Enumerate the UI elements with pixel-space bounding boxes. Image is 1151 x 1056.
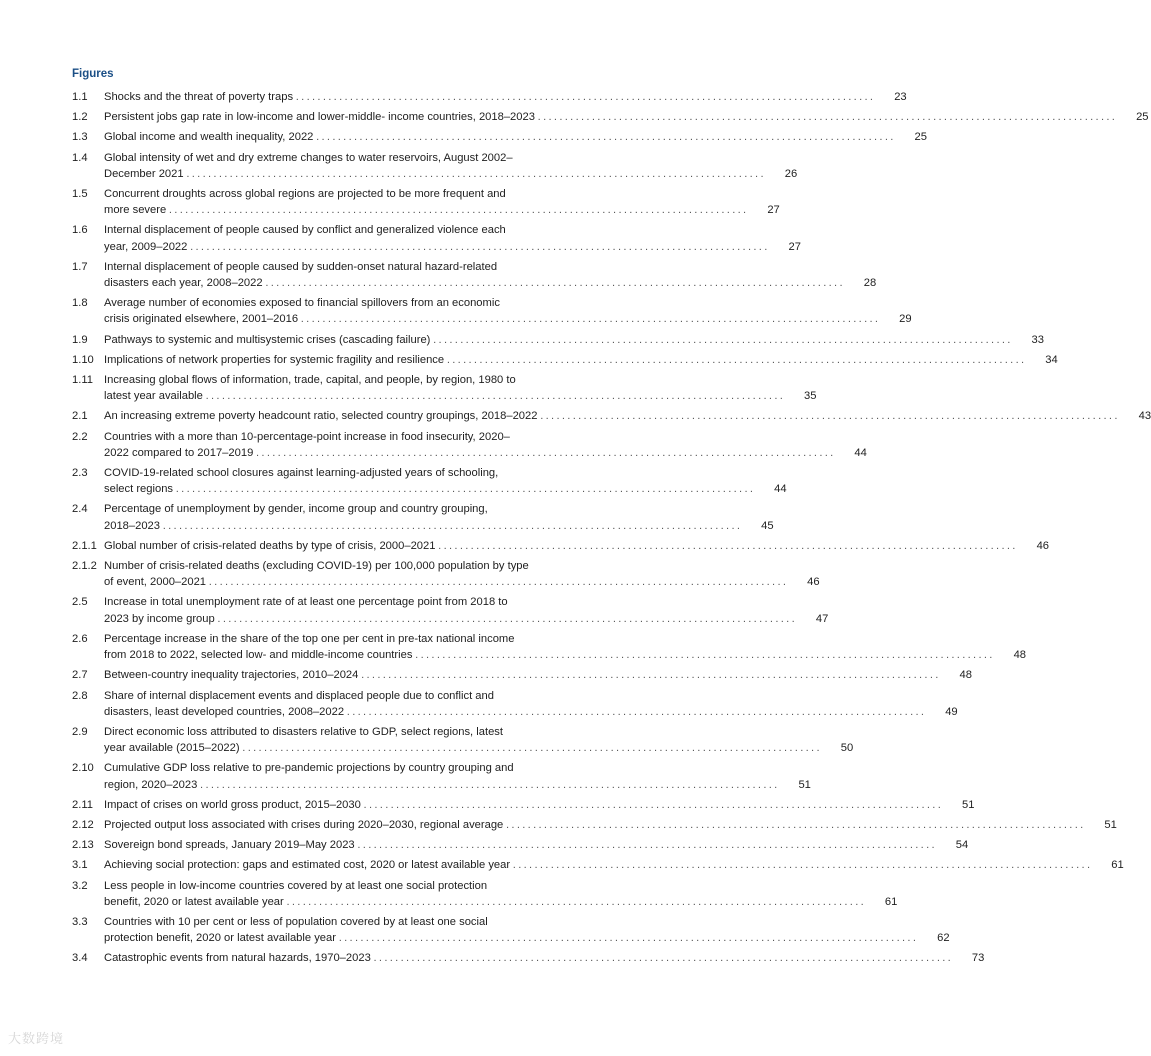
- figure-title: [104, 594, 794, 626]
- dot-leader: . . . . . . . . . . . . . . . . . . . . . . . . . . . . . . . . . . . . . . . . . . . . . . . . . . . . . . . . . . . . . . . . . . . . . . . . . . . . . . . . . . . . . . . . . . . . . . . . . . . . . . . . . . .: [202, 390, 783, 403]
- figure-number: 1.7: [72, 260, 88, 273]
- figure-number: 1.2: [72, 111, 88, 124]
- figure-title-line: Persistent jobs gap rate in low-income and lower-middle- income countries, 2018–2023 . . . . . . . . . . . . . . . . . . . . . . . . . . . . . . . . . . . . . . . . . . . . . . . . . . . . . . . . . . . . . . . . . . . . . . . . . . . . . . . . . . . . . . . . . . . . . . . . . . . . . . . . . . .: [104, 111, 1115, 124]
- figure-title: [104, 914, 916, 946]
- figure-title-line: An increasing extreme poverty headcount ratio, selected country groupings, 2018–2022 . . . . . . . . . . . . . . . . . . . . . . . . . . . . . . . . . . . . . . . . . . . . . . . . . . . . . . . . . . . . . . . . . . . . . . . . . . . . . . . . . . . . . . . . . . . . . . . . . . . . . . . . . . .: [104, 410, 1118, 423]
- dot-leader: . . . . . . . . . . . . . . . . . . . . . . . . . . . . . . . . . . . . . . . . . . . . . . . . . . . . . . . . . . . . . . . . . . . . . . . . . . . . . . . . . . . . . . . . . . . . . . . . . . . . . . . . . . .: [173, 483, 753, 496]
- figure-entry[interactable]: [72, 558, 820, 590]
- page-number: 33: [1031, 333, 1044, 346]
- figure-title-line: Between-country inequality trajectories, 2010–2024 . . . . . . . . . . . . . . . . . . . . . . . . . . . . . . . . . . . . . . . . . . . . . . . . . . . . . . . . . . . . . . . . . . . . . . . . . . . . . . . . . . . . . . . . . . . . . . . . . . . . . . . . . . .: [104, 669, 938, 682]
- figure-number: 2.10: [72, 762, 94, 775]
- figure-title-line: protection benefit, 2020 or latest available year . . . . . . . . . . . . . . . . . . . . . . . . . . . . . . . . . . . . . . . . . . . . . . . . . . . . . . . . . . . . . . . . . . . . . . . . . . . . . . . . . . . . . . . . . . . . . . . . . . . . . . . . . . .: [104, 932, 916, 945]
- page-number: 28: [863, 277, 877, 290]
- figure-title-line: Percentage increase in the share of the top one per cent in pre-tax national income: [104, 632, 515, 645]
- page-number: 61: [884, 895, 898, 908]
- figure-title: [104, 837, 934, 853]
- figure-number: 1.10: [72, 353, 94, 366]
- figure-number: 2.1: [72, 410, 88, 423]
- page-number: 51: [798, 778, 811, 791]
- figure-title: [104, 429, 833, 461]
- dot-leader: . . . . . . . . . . . . . . . . . . . . . . . . . . . . . . . . . . . . . . . . . . . . . . . . . . . . . . . . . . . . . . . . . . . . . . . . . . . . . . . . . . . . . . . . . . . . . . . . . . . . . . . . . . .: [412, 649, 993, 662]
- figure-title-line: benefit, 2020 or latest available year . . . . . . . . . . . . . . . . . . . . . . . . . . . . . . . . . . . . . . . . . . . . . . . . . . . . . . . . . . . . . . . . . . . . . . . . . . . . . . . . . . . . . . . . . . . . . . . . . . . . . . . . . . .: [104, 895, 864, 908]
- figure-number: 3.1: [72, 859, 88, 872]
- dot-leader: . . . . . . . . . . . . . . . . . . . . . . . . . . . . . . . . . . . . . . . . . . . . . . . . . . . . . . . . . . . . . . . . . . . . . . . . . . . . . . . . . . . . . . . . . . . . . . . . . . . . . . . . . . .: [262, 277, 843, 290]
- figure-number: 2.4: [72, 503, 88, 516]
- figure-entry[interactable]: [72, 295, 912, 327]
- figure-entry[interactable]: [72, 594, 829, 626]
- figure-title: [104, 797, 940, 813]
- figure-entry[interactable]: [72, 760, 811, 792]
- figure-title-line: Impact of crises on world gross product, 2015–2030 . . . . . . . . . . . . . . . . . . . . . . . . . . . . . . . . . . . . . . . . . . . . . . . . . . . . . . . . . . . . . . . . . . . . . . . . . . . . . . . . . . . . . . . . . . . . . . . . . . . . . . . . . . .: [104, 798, 941, 811]
- figure-title: [104, 408, 1117, 424]
- figure-title-line: year available (2015–2022) . . . . . . . . . . . . . . . . . . . . . . . . . . . . . . . . . . . . . . . . . . . . . . . . . . . . . . . . . . . . . . . . . . . . . . . . . . . . . . . . . . . . . . . . . . . . . . . . . . . . . . . . . . .: [104, 742, 820, 755]
- figure-number: 2.7: [72, 669, 88, 682]
- page-number: 27: [788, 240, 801, 253]
- figure-title-line: of event, 2000–2021 . . . . . . . . . . . . . . . . . . . . . . . . . . . . . . . . . . . . . . . . . . . . . . . . . . . . . . . . . . . . . . . . . . . . . . . . . . . . . . . . . . . . . . . . . . . . . . . . . . . . . . . . . . .: [104, 576, 786, 589]
- page-number: 25: [914, 131, 927, 144]
- figure-title-line: disasters, least developed countries, 2008–2022 . . . . . . . . . . . . . . . . . . . . . . . . . . . . . . . . . . . . . . . . . . . . . . . . . . . . . . . . . . . . . . . . . . . . . . . . . . . . . . . . . . . . . . . . . . . . . . . . . . . . . . . . . . .: [104, 705, 924, 718]
- figure-number: 1.6: [72, 224, 88, 237]
- table-of-figures: [72, 66, 1151, 971]
- figure-number: 3.3: [72, 915, 88, 928]
- page-number: 34: [1045, 353, 1058, 366]
- figure-title: [104, 259, 842, 291]
- figure-entry[interactable]: [72, 129, 927, 145]
- dot-leader: . . . . . . . . . . . . . . . . . . . . . . . . . . . . . . . . . . . . . . . . . . . . . . . . . . . . . . . . . . . . . . . . . . . . . . . . . . . . . . . . . . . . . . . . . . . . . . . . . . . . . . . . . . .: [298, 313, 878, 326]
- page-number: 48: [959, 669, 972, 682]
- dot-leader: . . . . . . . . . . . . . . . . . . . . . . . . . . . . . . . . . . . . . . . . . . . . . . . . . . . . . . . . . . . . . . . . . . . . . . . . . . . . . . . . . . . . . . . . . . . . . . . . . . . . . . . . . . .: [360, 798, 941, 811]
- figure-title-line: Average number of economies exposed to financial spillovers from an economic: [104, 297, 500, 310]
- figure-title-line: Global income and wealth inequality, 2022 . . . . . . . . . . . . . . . . . . . . . . . . . . . . . . . . . . . . . . . . . . . . . . . . . . . . . . . . . . . . . . . . . . . . . . . . . . . . . . . . . . . . . . . . . . . . . . . . . . . . . . . . . . .: [104, 131, 893, 144]
- figure-title-line: Pathways to systemic and multisystemic crises (cascading failure) . . . . . . . . . . . . . . . . . . . . . . . . . . . . . . . . . . . . . . . . . . . . . . . . . . . . . . . . . . . . . . . . . . . . . . . . . . . . . . . . . . . . . . . . . . . . . . . . . . . . . . . . . . .: [104, 333, 1010, 346]
- dot-leader: . . . . . . . . . . . . . . . . . . . . . . . . . . . . . . . . . . . . . . . . . . . . . . . . . . . . . . . . . . . . . . . . . . . . . . . . . . . . . . . . . . . . . . . . . . . . . . . . . . . . . . . . . . .: [370, 952, 951, 965]
- figure-title-line: Cumulative GDP loss relative to pre-pandemic projections by country grouping and: [104, 762, 514, 775]
- page-number: 35: [804, 390, 817, 403]
- dot-leader: . . . . . . . . . . . . . . . . . . . . . . . . . . . . . . . . . . . . . . . . . . . . . . . . . . . . . . . . . . . . . . . . . . . . . . . . . . . . . . . . . . . . . . . . . . . . . . . . . . . . . . . . . . .: [160, 519, 740, 532]
- figure-title: [104, 950, 950, 966]
- dot-leader: . . . . . . . . . . . . . . . . . . . . . . . . . . . . . . . . . . . . . . . . . . . . . . . . . . . . . . . . . . . . . . . . . . . . . . . . . . . . . . . . . . . . . . . . . . . . . . . . . . . . . . . . . . .: [313, 131, 893, 144]
- figure-number: 1.9: [72, 333, 88, 346]
- figure-title-line: Direct economic loss attributed to disasters relative to GDP, select regions, latest: [104, 725, 503, 738]
- figure-entry[interactable]: [72, 631, 1027, 663]
- page-number: 54: [955, 839, 969, 852]
- page-number: 50: [840, 742, 854, 755]
- figure-number: 1.5: [72, 188, 88, 201]
- figure-entry[interactable]: [72, 332, 1044, 348]
- figure-entry[interactable]: [72, 222, 801, 254]
- figure-number: 2.6: [72, 632, 88, 645]
- figure-entry[interactable]: [72, 538, 1050, 554]
- figure-title: [104, 222, 767, 254]
- dot-leader: . . . . . . . . . . . . . . . . . . . . . . . . . . . . . . . . . . . . . . . . . . . . . . . . . . . . . . . . . . . . . . . . . . . . . . . . . . . . . . . . . . . . . . . . . . . . . . . . . . . . . . . . . . .: [253, 446, 833, 459]
- figure-title-line: 2018–2023 . . . . . . . . . . . . . . . . . . . . . . . . . . . . . . . . . . . . . . . . . . . . . . . . . . . . . . . . . . . . . . . . . . . . . . . . . . . . . . . . . . . . . . . . . . . . . . . . . . . . . . . . . . .: [104, 519, 740, 532]
- dot-leader: . . . . . . . . . . . . . . . . . . . . . . . . . . . . . . . . . . . . . . . . . . . . . . . . . . . . . . . . . . . . . . . . . . . . . . . . . . . . . . . . . . . . . . . . . . . . . . . . . . . . . . . . . . .: [293, 91, 873, 103]
- figure-title-line: December 2021 . . . . . . . . . . . . . . . . . . . . . . . . . . . . . . . . . . . . . . . . . . . . . . . . . . . . . . . . . . . . . . . . . . . . . . . . . . . . . . . . . . . . . . . . . . . . . . . . . . . . . . . . . . .: [104, 167, 764, 180]
- page-number: 46: [807, 576, 820, 589]
- dot-leader: . . . . . . . . . . . . . . . . . . . . . . . . . . . . . . . . . . . . . . . . . . . . . . . . . . . . . . . . . . . . . . . . . . . . . . . . . . . . . . . . . . . . . . . . . . . . . . . . . . . . . . . . . . .: [335, 932, 916, 945]
- figure-title-line: Internal displacement of people caused by sudden-onset natural hazard-related: [104, 260, 498, 273]
- figure-title: [104, 465, 753, 497]
- figure-number: 2.8: [72, 689, 88, 702]
- figure-title-line: Concurrent droughts across global regions are projected to be more frequent and: [104, 188, 506, 201]
- figure-entry[interactable]: [72, 372, 817, 404]
- page-number: 49: [945, 705, 958, 718]
- figure-title-line: more severe . . . . . . . . . . . . . . . . . . . . . . . . . . . . . . . . . . . . . . . . . . . . . . . . . . . . . . . . . . . . . . . . . . . . . . . . . . . . . . . . . . . . . . . . . . . . . . . . . . . . . . . . . . .: [104, 204, 746, 217]
- figure-number: 2.13: [72, 839, 94, 852]
- figure-entry[interactable]: [72, 186, 780, 218]
- figure-entry[interactable]: [72, 914, 950, 946]
- figure-title-line: COVID-19-related school closures against learning-adjusted years of schooling,: [104, 467, 499, 480]
- figure-entry[interactable]: [72, 259, 877, 291]
- figure-title-line: Less people in low-income countries covered by at least one social protection: [104, 879, 488, 892]
- figure-title-line: Shocks and the threat of poverty traps . . . . . . . . . . . . . . . . . . . . . . . . . . . . . . . . . . . . . . . . . . . . . . . . . . . . . . . . . . . . . . . . . . . . . . . . . . . . . . . . . . . . . . . . . . . . . . . . . . . . . . . . . . .: [104, 91, 873, 103]
- figure-title-line: crisis originated elsewhere, 2001–2016 . . . . . . . . . . . . . . . . . . . . . . . . . . . . . . . . . . . . . . . . . . . . . . . . . . . . . . . . . . . . . . . . . . . . . . . . . . . . . . . . . . . . . . . . . . . . . . . . . . . . . . . . . . .: [104, 313, 878, 326]
- figure-title-line: Share of internal displacement events and displaced people due to conflict and: [104, 689, 494, 702]
- page-number: 25: [1136, 111, 1149, 124]
- dot-leader: . . . . . . . . . . . . . . . . . . . . . . . . . . . . . . . . . . . . . . . . . . . . . . . . . . . . . . . . . . . . . . . . . . . . . . . . . . . . . . . . . . . . . . . . . . . . . . . . . . . . . . . . . . .: [166, 204, 746, 217]
- figure-number: 1.1: [72, 91, 88, 103]
- figure-number: 2.3: [72, 467, 88, 480]
- figure-entry[interactable]: [72, 817, 1117, 833]
- dot-leader: . . . . . . . . . . . . . . . . . . . . . . . . . . . . . . . . . . . . . . . . . . . . . . . . . . . . . . . . . . . . . . . . . . . . . . . . . . . . . . . . . . . . . . . . . . . . . . . . . . . . . . . . . . .: [183, 167, 764, 180]
- dot-leader: . . . . . . . . . . . . . . . . . . . . . . . . . . . . . . . . . . . . . . . . . . . . . . . . . . . . . . . . . . . . . . . . . . . . . . . . . . . . . . . . . . . . . . . . . . . . . . . . . . . . . . . . . . .: [444, 353, 1024, 366]
- figure-number: 2.12: [72, 818, 94, 831]
- figure-list: [72, 89, 1151, 967]
- figure-number: 1.3: [72, 131, 88, 144]
- figure-title-line: Global number of crisis-related deaths by type of crisis, 2000–2021 . . . . . . . . . . . . . . . . . . . . . . . . . . . . . . . . . . . . . . . . . . . . . . . . . . . . . . . . . . . . . . . . . . . . . . . . . . . . . . . . . . . . . . . . . . . . . . . . . . . . . . . . . . .: [104, 539, 1016, 552]
- figure-number: 2.1.2: [72, 560, 97, 573]
- figure-entry[interactable]: [72, 950, 985, 966]
- figure-title-line: Implications of network properties for systemic fragility and resilience . . . . . . . . . . . . . . . . . . . . . . . . . . . . . . . . . . . . . . . . . . . . . . . . . . . . . . . . . . . . . . . . . . . . . . . . . . . . . . . . . . . . . . . . . . . . . . . . . . . . . . . . . . .: [104, 353, 1024, 366]
- figure-number: 2.1.1: [72, 539, 97, 552]
- figure-entry[interactable]: [72, 724, 854, 756]
- figure-title: [104, 688, 924, 720]
- figure-title: [104, 352, 1024, 368]
- figure-entry[interactable]: [72, 797, 975, 813]
- figure-entry[interactable]: [72, 109, 1149, 125]
- figure-entry[interactable]: [72, 837, 969, 853]
- figure-entry[interactable]: [72, 501, 774, 533]
- figure-entry[interactable]: [72, 857, 1124, 873]
- figure-title-line: Internal displacement of people caused by conflict and generalized violence each: [104, 224, 506, 237]
- figure-title: [104, 558, 786, 590]
- dot-leader: . . . . . . . . . . . . . . . . . . . . . . . . . . . . . . . . . . . . . . . . . . . . . . . . . . . . . . . . . . . . . . . . . . . . . . . . . . . . . . . . . . . . . . . . . . . . . . . . . . . . . . . . . . .: [435, 539, 1016, 552]
- page-number: 47: [815, 612, 829, 625]
- figure-title: [104, 667, 938, 683]
- page-number: 45: [761, 519, 774, 532]
- section-heading: Figures: [72, 68, 114, 80]
- page-number: 26: [784, 167, 798, 180]
- figure-title-line: from 2018 to 2022, selected low- and middle-income countries . . . . . . . . . . . . . . . . . . . . . . . . . . . . . . . . . . . . . . . . . . . . . . . . . . . . . . . . . . . . . . . . . . . . . . . . . . . . . . . . . . . . . . . . . . . . . . . . . . . . . . . . . . .: [104, 649, 993, 662]
- page-number: 51: [961, 798, 975, 811]
- page-number: 23: [894, 91, 907, 103]
- figure-title: [104, 724, 819, 756]
- dot-leader: . . . . . . . . . . . . . . . . . . . . . . . . . . . . . . . . . . . . . . . . . . . . . . . . . . . . . . . . . . . . . . . . . . . . . . . . . . . . . . . . . . . . . . . . . . . . . . . . . . . . . . . . . . .: [206, 576, 786, 589]
- figure-number: 2.5: [72, 596, 88, 609]
- figure-title-line: Number of crisis-related deaths (excluding COVID-19) per 100,000 population by type: [104, 560, 529, 573]
- dot-leader: . . . . . . . . . . . . . . . . . . . . . . . . . . . . . . . . . . . . . . . . . . . . . . . . . . . . . . . . . . . . . . . . . . . . . . . . . . . . . . . . . . . . . . . . . . . . . . . . . . . . . . . . . . .: [430, 333, 1010, 346]
- figure-title-line: 2023 by income group . . . . . . . . . . . . . . . . . . . . . . . . . . . . . . . . . . . . . . . . . . . . . . . . . . . . . . . . . . . . . . . . . . . . . . . . . . . . . . . . . . . . . . . . . . . . . . . . . . . . . . . . . . .: [104, 612, 795, 625]
- figure-title: [104, 857, 1090, 873]
- figure-title: [104, 817, 1083, 833]
- dot-leader: . . . . . . . . . . . . . . . . . . . . . . . . . . . . . . . . . . . . . . . . . . . . . . . . . . . . . . . . . . . . . . . . . . . . . . . . . . . . . . . . . . . . . . . . . . . . . . . . . . . . . . . . . . .: [354, 839, 935, 852]
- dot-leader: . . . . . . . . . . . . . . . . . . . . . . . . . . . . . . . . . . . . . . . . . . . . . . . . . . . . . . . . . . . . . . . . . . . . . . . . . . . . . . . . . . . . . . . . . . . . . . . . . . . . . . . . . . .: [214, 612, 795, 625]
- figure-title: [104, 89, 873, 105]
- page-number: 27: [767, 204, 780, 217]
- dot-leader: . . . . . . . . . . . . . . . . . . . . . . . . . . . . . . . . . . . . . . . . . . . . . . . . . . . . . . . . . . . . . . . . . . . . . . . . . . . . . . . . . . . . . . . . . . . . . . . . . . . . . . . . . . .: [358, 669, 938, 682]
- watermark: 大数跨境: [8, 1031, 65, 1046]
- figure-entry[interactable]: [72, 150, 798, 182]
- figure-title: [104, 501, 740, 533]
- figure-number: 2.2: [72, 430, 88, 443]
- dot-leader: . . . . . . . . . . . . . . . . . . . . . . . . . . . . . . . . . . . . . . . . . . . . . . . . . . . . . . . . . . . . . . . . . . . . . . . . . . . . . . . . . . . . . . . . . . . . . . . . . . . . . . . . . . .: [239, 742, 820, 755]
- dot-leader: . . . . . . . . . . . . . . . . . . . . . . . . . . . . . . . . . . . . . . . . . . . . . . . . . . . . . . . . . . . . . . . . . . . . . . . . . . . . . . . . . . . . . . . . . . . . . . . . . . . . . . . . . . .: [510, 859, 1090, 872]
- dot-leader: . . . . . . . . . . . . . . . . . . . . . . . . . . . . . . . . . . . . . . . . . . . . . . . . . . . . . . . . . . . . . . . . . . . . . . . . . . . . . . . . . . . . . . . . . . . . . . . . . . . . . . . . . . .: [534, 111, 1115, 124]
- page-number: 29: [899, 313, 912, 326]
- figure-title: [104, 372, 782, 404]
- figure-entry[interactable]: [72, 429, 867, 461]
- figure-title: [104, 186, 746, 218]
- figure-entry[interactable]: [72, 688, 958, 720]
- figure-title: [104, 109, 1115, 125]
- page-number: 48: [1013, 649, 1027, 662]
- figure-entry[interactable]: [72, 878, 898, 910]
- figure-entry[interactable]: [72, 408, 1151, 424]
- figure-title-line: Countries with a more than 10-percentage-point increase in food insecurity, 2020–: [104, 430, 510, 443]
- page-number: 73: [971, 952, 985, 965]
- figure-number: 3.2: [72, 879, 88, 892]
- figure-title-line: latest year available . . . . . . . . . . . . . . . . . . . . . . . . . . . . . . . . . . . . . . . . . . . . . . . . . . . . . . . . . . . . . . . . . . . . . . . . . . . . . . . . . . . . . . . . . . . . . . . . . . . . . . . . . . .: [104, 390, 783, 403]
- figure-entry[interactable]: [72, 352, 1058, 368]
- dot-leader: . . . . . . . . . . . . . . . . . . . . . . . . . . . . . . . . . . . . . . . . . . . . . . . . . . . . . . . . . . . . . . . . . . . . . . . . . . . . . . . . . . . . . . . . . . . . . . . . . . . . . . . . . . .: [537, 410, 1118, 423]
- page-number: 44: [774, 483, 787, 496]
- figure-number: 3.4: [72, 952, 88, 965]
- figure-title: [104, 760, 777, 792]
- figure-title: [104, 878, 863, 910]
- figure-title-line: Achieving social protection: gaps and estimated cost, 2020 or latest available year . . . . . . . . . . . . . . . . . . . . . . . . . . . . . . . . . . . . . . . . . . . . . . . . . . . . . . . . . . . . . . . . . . . . . . . . . . . . . . . . . . . . . . . . . . . . . . . . . . . . . . . . . . .: [104, 859, 1090, 872]
- figure-entry[interactable]: [72, 667, 972, 683]
- figure-title-line: Projected output loss associated with crises during 2020–2030, regional average . . . . . . . . . . . . . . . . . . . . . . . . . . . . . . . . . . . . . . . . . . . . . . . . . . . . . . . . . . . . . . . . . . . . . . . . . . . . . . . . . . . . . . . . . . . . . . . . . . . . . . . . . . .: [104, 818, 1083, 831]
- figure-entry[interactable]: [72, 465, 787, 497]
- figure-title-line: Percentage of unemployment by gender, income group and country grouping,: [104, 503, 488, 516]
- figure-title-line: Global intensity of wet and dry extreme changes to water reservoirs, August 2002–: [104, 151, 513, 164]
- dot-leader: . . . . . . . . . . . . . . . . . . . . . . . . . . . . . . . . . . . . . . . . . . . . . . . . . . . . . . . . . . . . . . . . . . . . . . . . . . . . . . . . . . . . . . . . . . . . . . . . . . . . . . . . . . .: [187, 240, 767, 253]
- figure-title-line: Increase in total unemployment rate of at least one percentage point from 2018 to: [104, 596, 508, 609]
- figure-title: [104, 332, 1010, 348]
- page-number: 62: [937, 932, 950, 945]
- figure-title-line: year, 2009–2022 . . . . . . . . . . . . . . . . . . . . . . . . . . . . . . . . . . . . . . . . . . . . . . . . . . . . . . . . . . . . . . . . . . . . . . . . . . . . . . . . . . . . . . . . . . . . . . . . . . . . . . . . . . .: [104, 240, 767, 253]
- figure-title: [104, 538, 1015, 554]
- page-number: 43: [1138, 410, 1151, 423]
- dot-leader: . . . . . . . . . . . . . . . . . . . . . . . . . . . . . . . . . . . . . . . . . . . . . . . . . . . . . . . . . . . . . . . . . . . . . . . . . . . . . . . . . . . . . . . . . . . . . . . . . . . . . . . . . . .: [344, 705, 924, 718]
- figure-number: 1.4: [72, 151, 88, 164]
- figure-title-line: select regions . . . . . . . . . . . . . . . . . . . . . . . . . . . . . . . . . . . . . . . . . . . . . . . . . . . . . . . . . . . . . . . . . . . . . . . . . . . . . . . . . . . . . . . . . . . . . . . . . . . . . . . . . . .: [104, 483, 753, 496]
- figure-number: 2.11: [72, 798, 93, 811]
- page-number: 46: [1036, 539, 1050, 552]
- figure-number: 1.8: [72, 297, 88, 310]
- figure-title-line: Catastrophic events from natural hazards, 1970–2023 . . . . . . . . . . . . . . . . . . . . . . . . . . . . . . . . . . . . . . . . . . . . . . . . . . . . . . . . . . . . . . . . . . . . . . . . . . . . . . . . . . . . . . . . . . . . . . . . . . . . . . . . . . .: [104, 952, 951, 965]
- figure-title-line: 2022 compared to 2017–2019 . . . . . . . . . . . . . . . . . . . . . . . . . . . . . . . . . . . . . . . . . . . . . . . . . . . . . . . . . . . . . . . . . . . . . . . . . . . . . . . . . . . . . . . . . . . . . . . . . . . . . . . . . . .: [104, 446, 833, 459]
- figure-title-line: region, 2020–2023 . . . . . . . . . . . . . . . . . . . . . . . . . . . . . . . . . . . . . . . . . . . . . . . . . . . . . . . . . . . . . . . . . . . . . . . . . . . . . . . . . . . . . . . . . . . . . . . . . . . . . . . . . . .: [104, 778, 777, 791]
- page-number: 44: [854, 446, 867, 459]
- figure-entry[interactable]: [72, 89, 907, 105]
- figure-title-line: Countries with 10 per cent or less of population covered by at least one social: [104, 915, 488, 928]
- dot-leader: . . . . . . . . . . . . . . . . . . . . . . . . . . . . . . . . . . . . . . . . . . . . . . . . . . . . . . . . . . . . . . . . . . . . . . . . . . . . . . . . . . . . . . . . . . . . . . . . . . . . . . . . . . .: [283, 895, 864, 908]
- figure-title-line: Increasing global flows of information, trade, capital, and people, by region, 1980 to: [104, 374, 516, 387]
- dot-leader: . . . . . . . . . . . . . . . . . . . . . . . . . . . . . . . . . . . . . . . . . . . . . . . . . . . . . . . . . . . . . . . . . . . . . . . . . . . . . . . . . . . . . . . . . . . . . . . . . . . . . . . . . . .: [197, 778, 777, 791]
- figure-number: 2.9: [72, 725, 88, 738]
- figure-title-line: Sovereign bond spreads, January 2019–May 2023 . . . . . . . . . . . . . . . . . . . . . . . . . . . . . . . . . . . . . . . . . . . . . . . . . . . . . . . . . . . . . . . . . . . . . . . . . . . . . . . . . . . . . . . . . . . . . . . . . . . . . . . . . . .: [104, 839, 935, 852]
- figure-title: [104, 631, 992, 663]
- figure-title: [104, 295, 878, 327]
- page-number: 51: [1104, 818, 1117, 831]
- page-number: 61: [1111, 859, 1124, 872]
- figure-title: [104, 129, 893, 145]
- dot-leader: . . . . . . . . . . . . . . . . . . . . . . . . . . . . . . . . . . . . . . . . . . . . . . . . . . . . . . . . . . . . . . . . . . . . . . . . . . . . . . . . . . . . . . . . . . . . . . . . . . . . . . . . . . .: [503, 818, 1083, 831]
- figure-title: [104, 150, 763, 182]
- figure-number: 1.11: [72, 374, 93, 387]
- figure-title-line: disasters each year, 2008–2022 . . . . . . . . . . . . . . . . . . . . . . . . . . . . . . . . . . . . . . . . . . . . . . . . . . . . . . . . . . . . . . . . . . . . . . . . . . . . . . . . . . . . . . . . . . . . . . . . . . . . . . . . . . .: [104, 277, 843, 290]
